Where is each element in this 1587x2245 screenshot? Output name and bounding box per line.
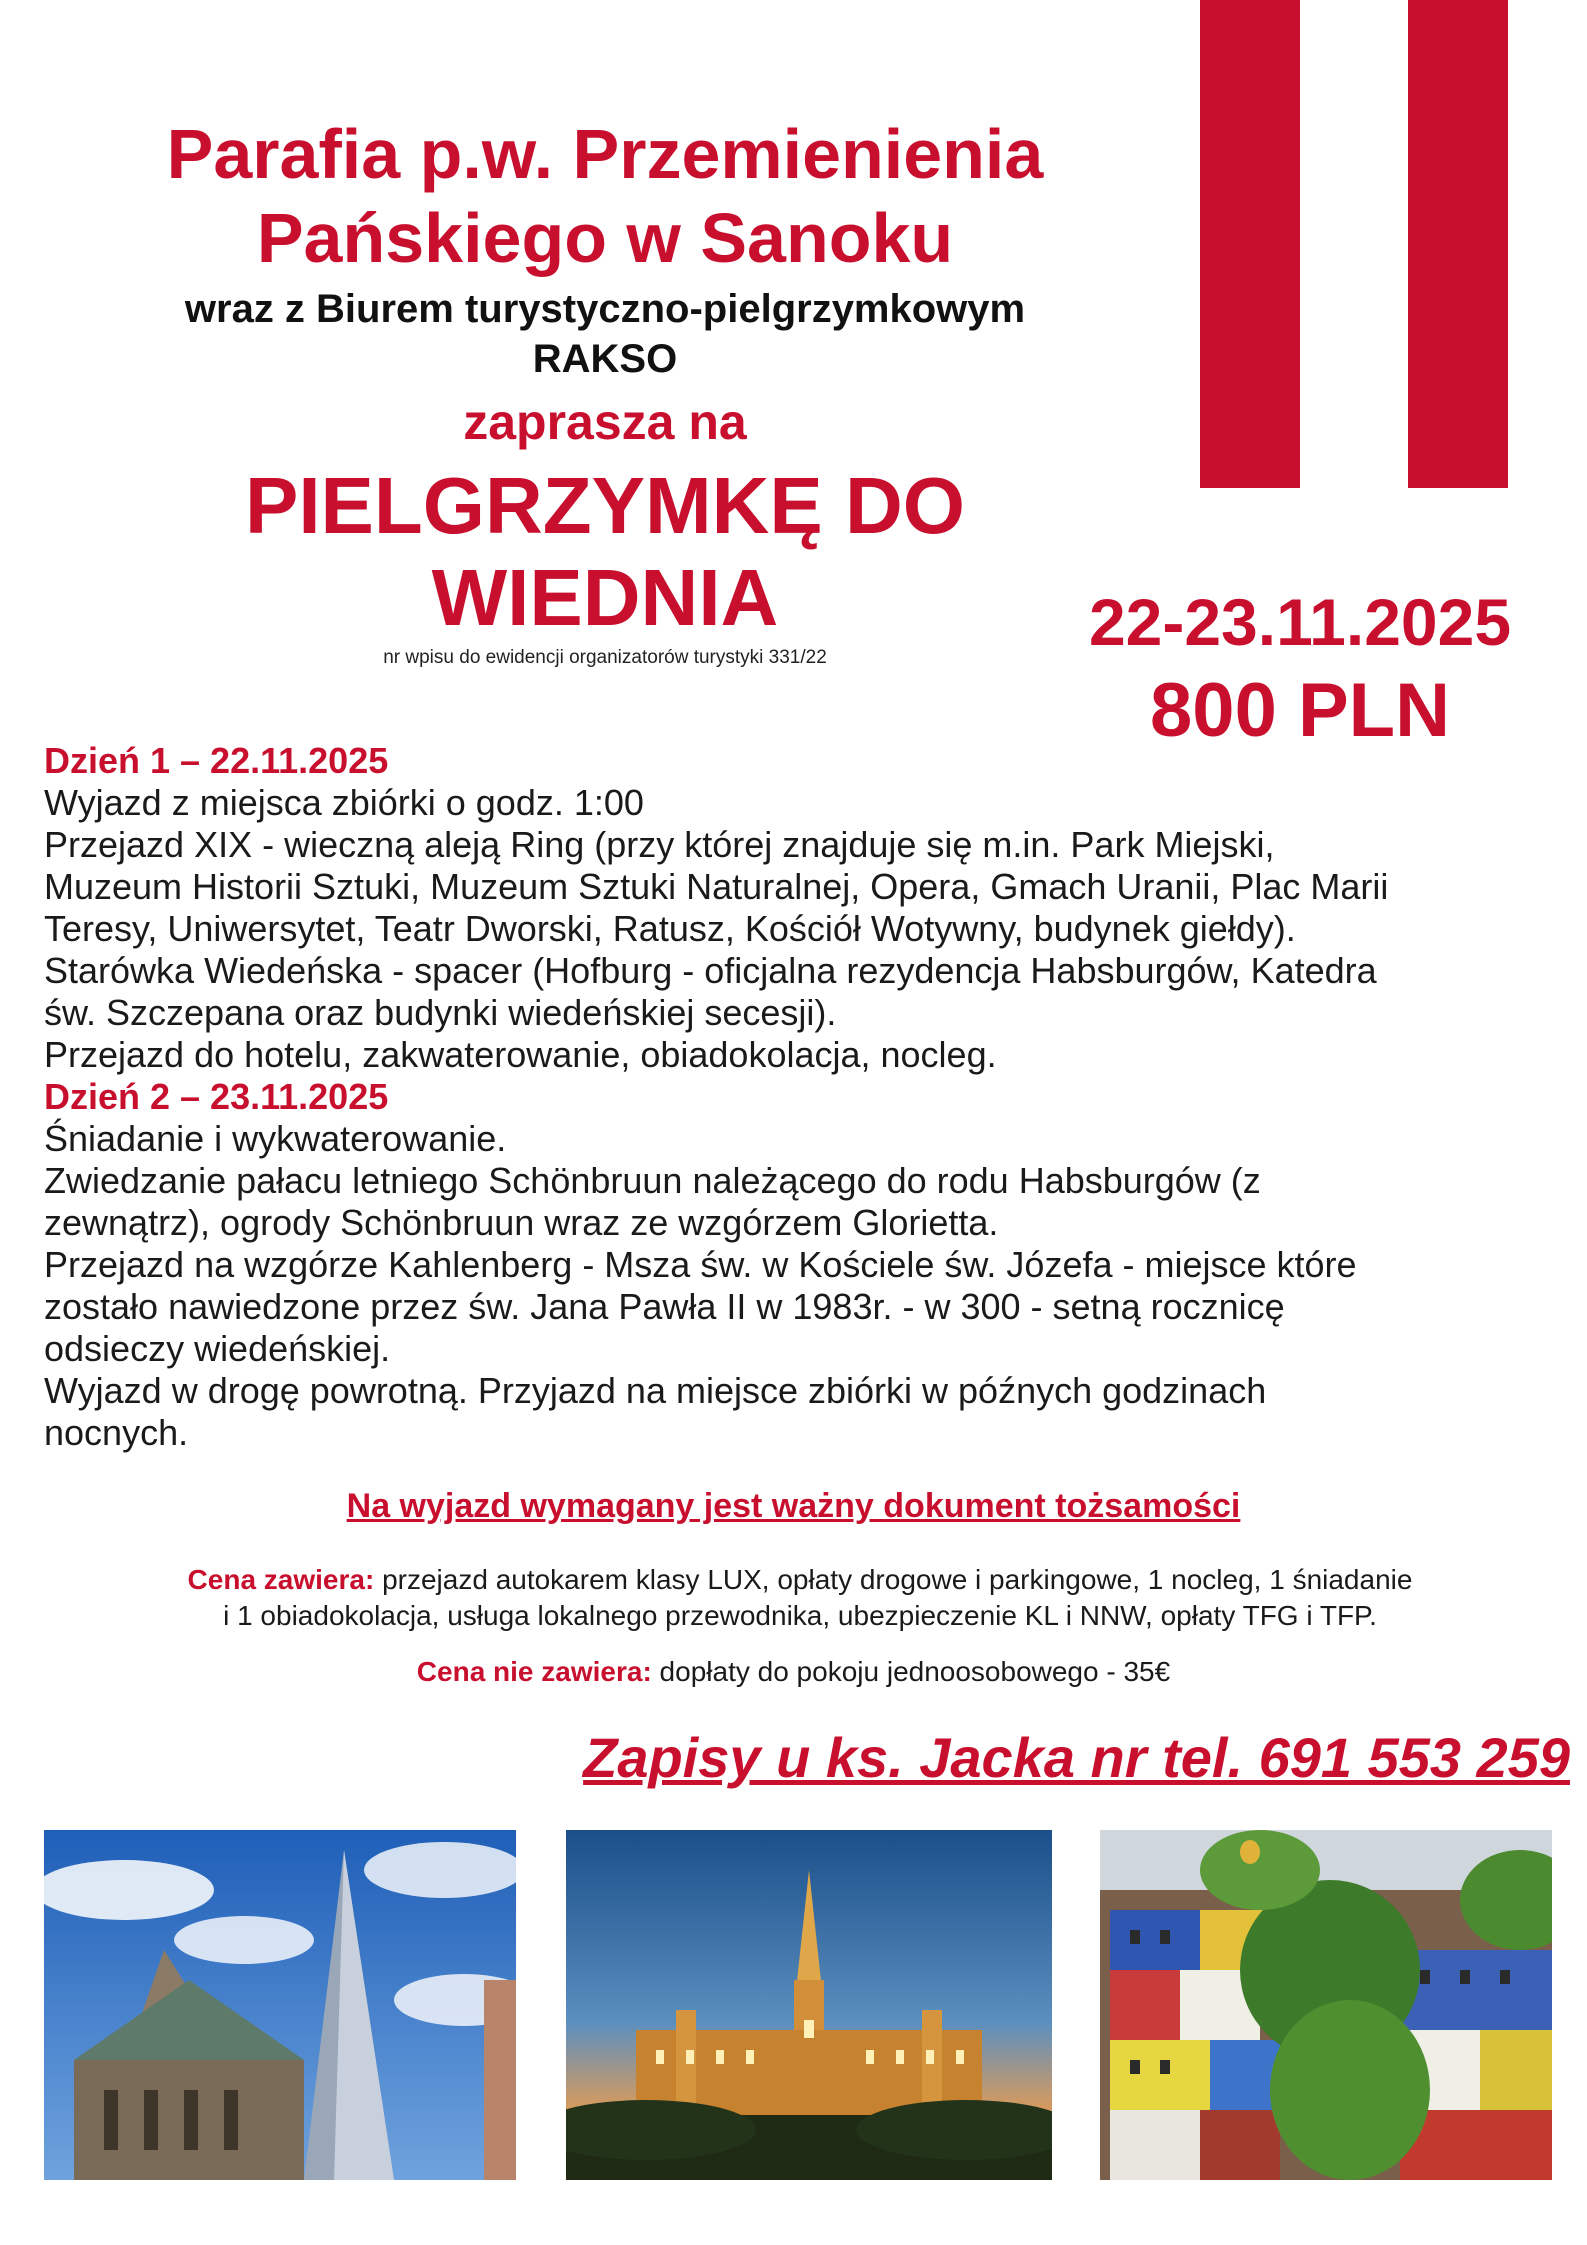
flag-white-stripe (1300, 0, 1408, 488)
st-stephens-cathedral-photo (44, 1830, 516, 2180)
itinerary-line: Wyjazd z miejsca zbiórki o godz. 1:00 (44, 782, 644, 823)
day2-title: Dzień 2 – 23.11.2025 (44, 1076, 389, 1117)
pilgrimage-title-line2: WIEDNIA (431, 553, 779, 642)
price-includes-line1: przejazd autokarem klasy LUX, opłaty drogowe i parkingowe, 1 nocleg, 1 śniadanie (374, 1564, 1413, 1595)
itinerary-line: zewnątrz), ogrody Schönbruun wraz ze wzgórzem Glorietta. (44, 1202, 999, 1243)
organizer-line2: RAKSO (532, 337, 678, 381)
vienna-city-hall-photo (566, 1830, 1052, 2180)
itinerary-line: odsieczy wiedeńskiej. (44, 1328, 391, 1369)
itinerary-line: Śniadanie i wykwaterowanie. (44, 1118, 507, 1159)
parish-title-line2: Pańskiego w Sanoku (256, 199, 954, 277)
itinerary-line: Przejazd do hotelu, zakwaterowanie, obiadokolacja, nocleg. (44, 1034, 997, 1075)
itinerary-line: Zwiedzanie pałacu letniego Schönbruun należącego do rodu Habsburgów (z (44, 1160, 1261, 1201)
id-document-note (0, 1484, 1587, 1528)
itinerary-line: Wyjazd w drogę powrotną. Przyjazd na miejsce zbiórki w późnych godzinach (44, 1370, 1267, 1411)
price-excludes (0, 1654, 1587, 1690)
trip-price: 800 PLN (1150, 668, 1450, 753)
hundertwasser-house-photo (1100, 1830, 1552, 2180)
itinerary-line: nocnych. (44, 1412, 189, 1453)
flag-red-stripe-right (1408, 0, 1508, 488)
day1-title: Dzień 1 – 22.11.2025 (44, 740, 389, 781)
invites-text: zaprasza na (463, 394, 747, 450)
itinerary-line: św. Szczepana oraz budynki wiedeńskiej secesji). (44, 992, 837, 1033)
organizer-line1: wraz z Biurem turystyczno-pielgrzymkowym (184, 287, 1026, 331)
itinerary-line: Muzeum Historii Sztuki, Muzeum Sztuki Naturalnej, Opera, Gmach Uranii, Plac Marii (44, 866, 1389, 907)
itinerary-line: Przejazd XIX - wieczną aleją Ring (przy której znajduje się m.in. Park Miejski, (44, 824, 1275, 865)
price-includes (40, 1562, 1560, 1634)
austrian-flag-graphic (1200, 0, 1508, 488)
itinerary-line: Teresy, Uniwersytet, Teatr Dworski, Ratusz, Kościół Wotywny, budynek giełdy). (44, 908, 1296, 949)
parish-title-line1: Parafia p.w. Przemienienia (166, 115, 1044, 193)
id-document-note-text: Na wyjazd wymagany jest ważny dokument tożsamości (346, 1487, 1241, 1525)
price-excludes-text: dopłaty do pokoju jednoosobowego - 35€ (651, 1656, 1171, 1687)
parish-title (40, 112, 1170, 280)
flag-red-stripe-left (1200, 0, 1300, 488)
trip-date: 22-23.11.2025 (1088, 585, 1512, 659)
signup-contact-text: Zapisy u ks. Jacka nr tel. 691 553 259 (583, 1726, 1570, 1789)
pilgrimage-title (40, 460, 1170, 644)
itinerary-line: Przejazd na wzgórze Kahlenberg - Msza św. w Kościele św. Józefa - miejsce które (44, 1244, 1357, 1285)
organizer-subtitle (40, 284, 1170, 384)
price-includes-label: Cena zawiera: (187, 1564, 375, 1595)
itinerary (44, 740, 1564, 1454)
price-excludes-label: Cena nie zawiera: (416, 1656, 652, 1687)
itinerary-line: zostało nawiedzone przez św. Jana Pawła II w 1983r. - w 300 - setną rocznicę (44, 1286, 1285, 1327)
pilgrimage-title-line1: PIELGRZYMKĘ DO (244, 461, 966, 550)
signup-contact (510, 1724, 1570, 1792)
registration-number: nr wpisu do ewidencji organizatorów turystyki 331/22 (383, 647, 827, 668)
price-includes-line2: i 1 obiadokolacja, usługa lokalnego przewodnika, ubezpieczenie KL i NNW, opłaty TFG i TFP. (223, 1600, 1377, 1631)
itinerary-line: Starówka Wiedeńska - spacer (Hofburg - oficjalna rezydencja Habsburgów, Katedra (44, 950, 1377, 991)
